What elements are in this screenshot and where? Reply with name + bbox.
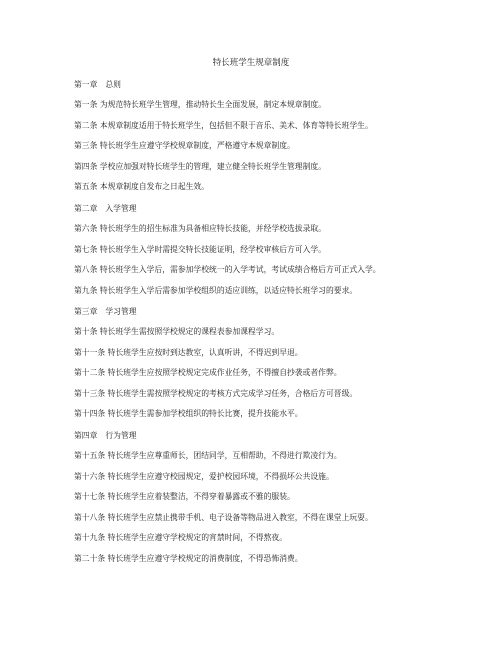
article-line: 第十七条 特长班学生应着装整洁，不得穿着暴露或不雅的服装。 bbox=[74, 492, 295, 501]
article-line: 第十八条 特长班学生应禁止携带手机、电子设备等物品进入教室，不得在课堂上玩耍。 bbox=[74, 513, 373, 522]
document-title: 特长班学生规章制度 bbox=[212, 58, 290, 68]
article-line: 第四条 学校应加强对特长班学生的管理，建立健全特长班学生管理制度。 bbox=[74, 162, 326, 171]
chapter-name: 学习管理 bbox=[105, 307, 137, 316]
article-line: 第二条 本规章制度适用于特长班学生，包括但不限于音乐、美术、体育等特长班学生。 bbox=[74, 121, 373, 130]
chapter-heading bbox=[74, 430, 137, 442]
chapter-heading bbox=[74, 79, 121, 91]
chapter-name: 行为管理 bbox=[105, 431, 137, 440]
article-line: 第九条 特长班学生入学后需参加学校组织的适应训练，以适应特长班学习的要求。 bbox=[74, 286, 358, 295]
chapter-number: 第三章 bbox=[74, 307, 98, 316]
chapter-name: 入学管理 bbox=[105, 204, 137, 213]
article-line: 第三条 特长班学生应遵守学校规章制度，严格遵守本规章制度。 bbox=[74, 141, 295, 150]
chapter-number: 第一章 bbox=[74, 80, 98, 89]
chapter-heading bbox=[74, 203, 137, 215]
article-line: 第十二条 特长班学生应按照学校规定完成作业任务，不得擅自抄袭或者作弊。 bbox=[74, 368, 342, 377]
chapter-name: 总则 bbox=[105, 80, 121, 89]
chapter-number: 第二章 bbox=[74, 204, 98, 213]
article-line: 第十六条 特长班学生应遵守校园规定，爱护校园环境，不得损坏公共设施。 bbox=[74, 472, 334, 481]
article-line: 第二十条 特长班学生应遵守学校规定的消费制度，不得恐怖消费。 bbox=[74, 554, 303, 563]
article-line: 第十九条 特长班学生应遵守学校规定的宵禁时间，不得熬夜。 bbox=[74, 533, 287, 542]
article-line: 第一条 为规范特长班学生管理，推动特长生全面发展，制定本规章制度。 bbox=[74, 100, 326, 109]
article-line: 第七条 特长班学生入学时需提交特长技能证明，经学校审核后方可入学。 bbox=[74, 245, 326, 254]
article-line: 第十五条 特长班学生应尊重师长，团结同学，互相帮助，不得进行欺凌行为。 bbox=[74, 451, 342, 460]
article-line: 第十三条 特长班学生需按照学校规定的考核方式完成学习任务，合格后方可晋级。 bbox=[74, 389, 358, 398]
article-line: 第十条 特长班学生需按照学校规定的课程表参加课程学习。 bbox=[74, 327, 280, 336]
article-line: 第十一条 特长班学生应按时到达教室，认真听讲，不得迟到早退。 bbox=[74, 348, 303, 357]
article-line: 第十四条 特长班学生需参加学校组织的特长比赛，提升技能水平。 bbox=[74, 409, 303, 418]
chapter-number: 第四章 bbox=[74, 431, 98, 440]
article-line: 第八条 特长班学生入学后，需参加学校统一的入学考试，考试成绩合格后方可正式入学。 bbox=[74, 265, 381, 274]
article-line: 第六条 特长班学生的招生标准为具备相应特长技能，并经学校选拔录取。 bbox=[74, 224, 326, 233]
chapter-heading bbox=[74, 306, 137, 318]
article-line: 第五条 本规章制度自发布之日起生效。 bbox=[74, 182, 210, 191]
